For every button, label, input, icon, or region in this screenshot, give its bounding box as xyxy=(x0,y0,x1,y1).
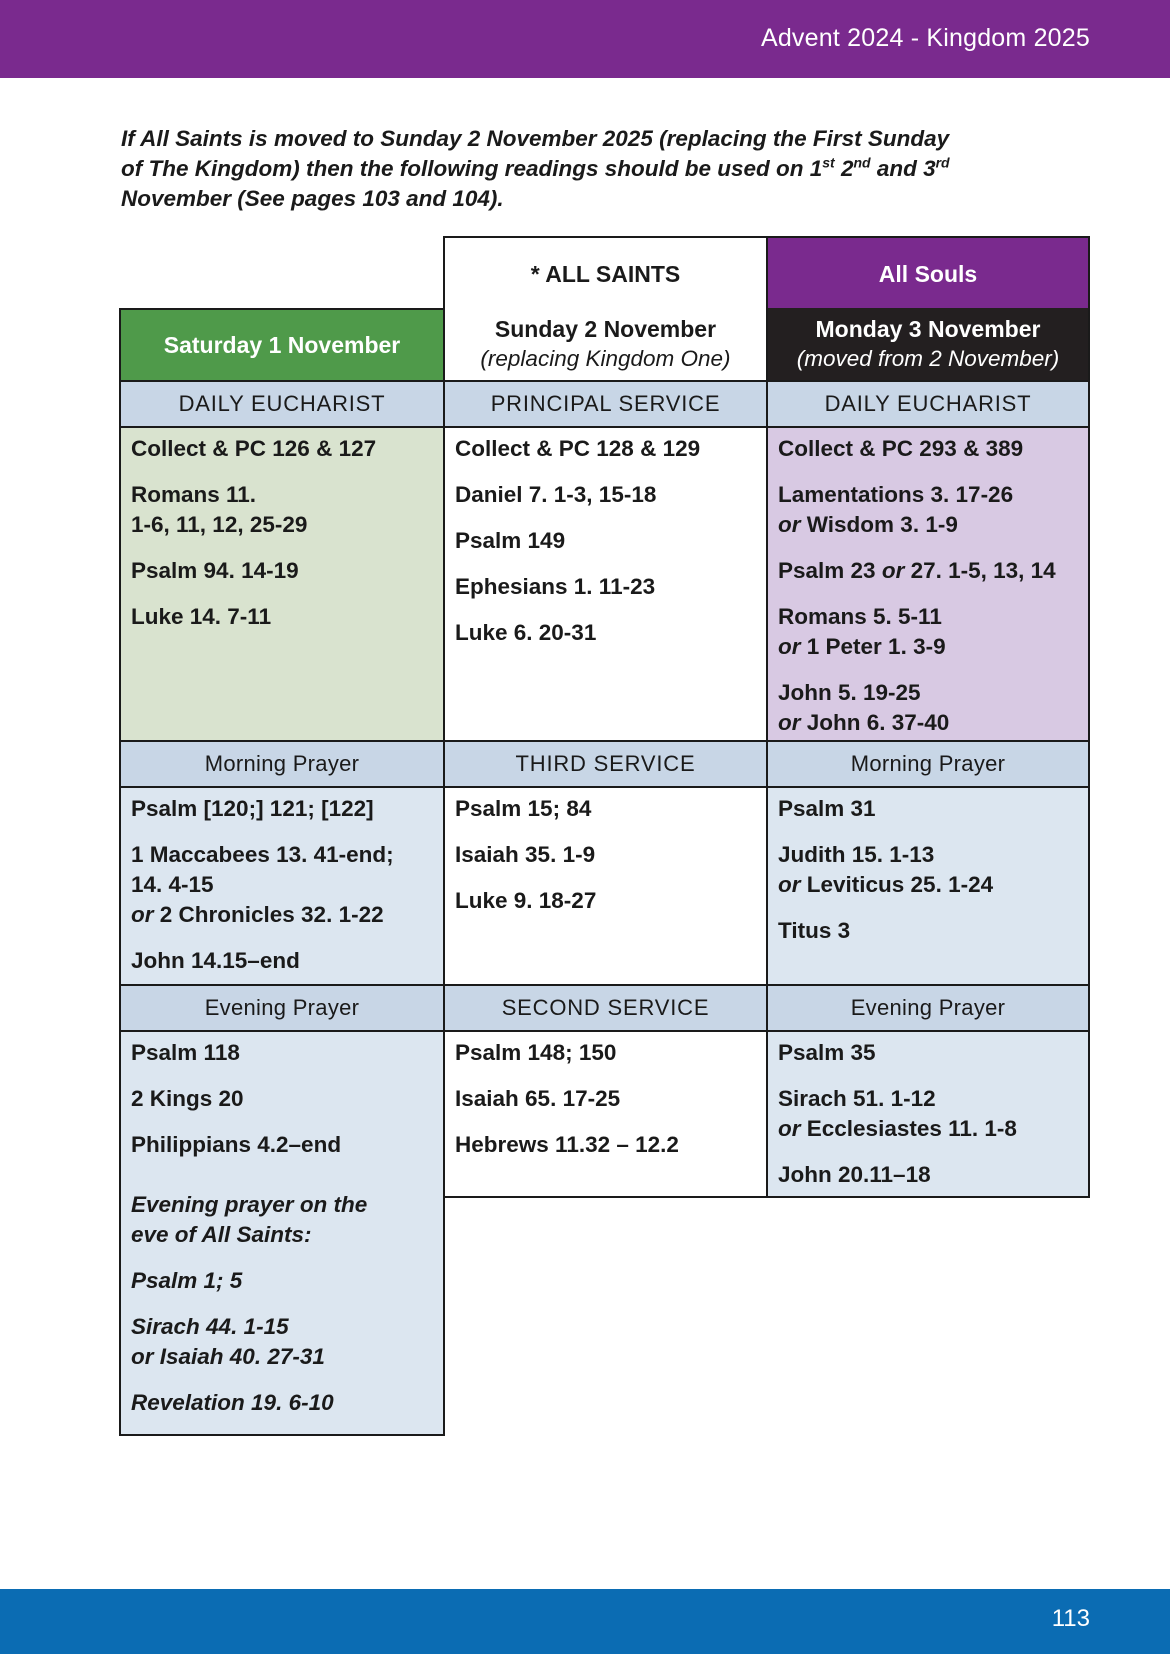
sun-third-service-readings xyxy=(443,786,768,986)
reading-line: Leviticus 25. 1-24 xyxy=(800,872,994,897)
reading-collect: Collect & PC 126 & 127 xyxy=(131,436,377,461)
sunday-date-label: Sunday 2 November xyxy=(494,316,717,342)
intro-line-2b: 2 xyxy=(834,156,854,181)
heading-text: PRINCIPAL SERVICE xyxy=(490,391,721,416)
reading-collect: Collect & PC 293 & 389 xyxy=(778,436,1024,461)
sunday-subtitle: (replacing Kingdom One) xyxy=(480,346,731,371)
reading-psalm: Psalm 149 xyxy=(455,528,566,553)
intro-line-2a: of The Kingdom) then the following readings should be used on 1 xyxy=(121,156,823,181)
reading-line: Ecclesiastes 11. 1-8 xyxy=(800,1116,1017,1141)
reading-line: Wisdom 3. 1-9 xyxy=(800,512,958,537)
reading-psalm: Psalm 148; 150 xyxy=(455,1040,617,1065)
reading-line: Judith 15. 1-13 xyxy=(778,842,935,867)
reading-line: or Isaiah 40. 27-31 xyxy=(131,1344,325,1369)
document-title: Advent 2024 - Kingdom 2025 xyxy=(760,24,1090,52)
mon-morning-heading xyxy=(766,740,1090,788)
reading-psalm xyxy=(778,556,1078,586)
mon-eucharist-heading xyxy=(766,380,1090,428)
reading-psalm: Psalm 35 xyxy=(778,1040,876,1065)
reading-old-testament xyxy=(778,480,1078,540)
eve-new-testament: Revelation 19. 6-10 xyxy=(131,1390,334,1415)
reading-old-testament xyxy=(778,840,1078,900)
reading-line: John 5. 19-25 xyxy=(778,680,921,705)
reading-line: John 6. 37-40 xyxy=(800,710,950,735)
mon-eucharist-readings xyxy=(766,426,1090,742)
sunday-column-heading xyxy=(443,308,768,382)
sun-principal-readings xyxy=(443,426,768,742)
alternative-or: or xyxy=(778,1116,801,1141)
reading-line: Lamentations 3. 17-26 xyxy=(778,482,1014,507)
reading-gospel: Luke 6. 20-31 xyxy=(455,620,597,645)
monday-subtitle: (moved from 2 November) xyxy=(796,346,1060,371)
sat-eucharist-heading xyxy=(119,380,445,428)
eve-note-line: Evening prayer on the xyxy=(131,1192,368,1217)
reading-line: 1 Peter 1. 3-9 xyxy=(800,634,946,659)
sat-evening-heading xyxy=(119,984,445,1032)
reading-gospel xyxy=(778,678,1078,738)
mon-morning-readings xyxy=(766,786,1090,986)
reading-romans xyxy=(131,480,433,540)
reading-gospel: Luke 9. 18-27 xyxy=(455,888,597,913)
reading-gospel: John 20.11–18 xyxy=(778,1162,931,1187)
sat-evening-readings xyxy=(119,1030,445,1436)
intro-line-3: November (See pages 103 and 104). xyxy=(121,186,504,211)
sat-morning-heading xyxy=(119,740,445,788)
reading-psalm: Psalm 118 xyxy=(131,1040,240,1065)
reading-old-testament: Isaiah 65. 17-25 xyxy=(455,1086,621,1111)
sun-third-service-heading xyxy=(443,740,768,788)
reading-psalm: Psalm 31 xyxy=(778,796,876,821)
sat-morning-readings xyxy=(119,786,445,986)
eve-old-testament xyxy=(131,1312,433,1372)
reading-epistle: Titus 3 xyxy=(778,918,851,943)
reading-gospel: Luke 14. 7-11 xyxy=(131,604,272,629)
reading-old-testament: Isaiah 35. 1-9 xyxy=(455,842,596,867)
reading-collect: Collect & PC 128 & 129 xyxy=(455,436,701,461)
alternative-or: or xyxy=(131,902,154,927)
reading-epistle: Philippians 4.2–end xyxy=(131,1132,342,1157)
reading-old-testament: Daniel 7. 1-3, 15-18 xyxy=(455,482,657,507)
reading-psalm: Psalm [120;] 121; [122] xyxy=(131,796,374,821)
intro-paragraph xyxy=(121,124,1061,214)
reading-old-testament xyxy=(131,840,433,930)
reading-line: Sirach 51. 1-12 xyxy=(778,1086,936,1111)
reading-line: Sirach 44. 1-15 xyxy=(131,1314,289,1339)
sun-second-service-heading xyxy=(443,984,768,1032)
feast-label-all-saints: * ALL SAINTS xyxy=(530,260,681,287)
heading-text: Evening Prayer xyxy=(204,995,360,1020)
ordinal-st: st xyxy=(822,154,835,171)
ordinal-rd: rd xyxy=(935,154,950,171)
saturday-column-heading xyxy=(119,308,445,382)
eve-psalm: Psalm 1; 5 xyxy=(131,1268,243,1293)
reading-old-testament: 2 Kings 20 xyxy=(131,1086,244,1111)
intro-line-1: If All Saints is moved to Sunday 2 November 2025 (replacing the First Sunday xyxy=(121,126,950,151)
feast-label-all-souls: All Souls xyxy=(878,260,978,287)
sun-second-service-readings xyxy=(443,1030,768,1198)
bottom-banner xyxy=(0,1589,1170,1654)
heading-text: DAILY EUCHARIST xyxy=(824,391,1032,416)
sun-principal-heading xyxy=(443,380,768,428)
monday-date-label: Monday 3 November xyxy=(815,316,1041,342)
eve-note xyxy=(131,1190,433,1250)
reading-new-testament: Hebrews 11.32 – 12.2 xyxy=(455,1132,679,1157)
reading-old-testament xyxy=(778,1084,1078,1144)
alternative-or: or xyxy=(778,710,801,735)
heading-text: THIRD SERVICE xyxy=(515,751,696,776)
mon-evening-readings xyxy=(766,1030,1090,1198)
reading-epistle xyxy=(778,602,1078,662)
reading-epistle: Ephesians 1. 11-23 xyxy=(455,574,656,599)
reading-line: 2 Chronicles 32. 1-22 xyxy=(153,902,384,927)
reading-line: Romans 11. xyxy=(131,482,257,507)
saturday-date-label: Saturday 1 November xyxy=(163,331,401,358)
top-banner xyxy=(0,0,1170,78)
reading-psalm: Psalm 15; 84 xyxy=(455,796,592,821)
reading-line: Romans 5. 5-11 xyxy=(778,604,942,629)
heading-text: SECOND SERVICE xyxy=(501,995,710,1020)
all-souls-heading xyxy=(766,236,1090,310)
heading-text: Morning Prayer xyxy=(204,751,360,776)
reading-line: Psalm 23 xyxy=(778,558,882,583)
alternative-or: or xyxy=(881,558,905,583)
reading-psalm: Psalm 94. 14-19 xyxy=(131,558,299,583)
alternative-or: or xyxy=(778,634,801,659)
reading-line: 1-6, 11, 12, 25-29 xyxy=(131,512,308,537)
sat-eucharist-readings xyxy=(119,426,445,742)
reading-line: 1 Maccabees 13. 41-end; xyxy=(131,842,394,867)
ordinal-nd: nd xyxy=(853,154,871,171)
heading-text: Evening Prayer xyxy=(850,995,1006,1020)
mon-evening-heading xyxy=(766,984,1090,1032)
alternative-or: or xyxy=(778,872,801,897)
alternative-or: or xyxy=(778,512,801,537)
heading-text: Morning Prayer xyxy=(850,751,1006,776)
all-saints-heading xyxy=(443,236,768,310)
monday-column-heading xyxy=(766,308,1090,382)
reading-line: 14. 4-15 xyxy=(131,872,214,897)
reading-line: 27. 1-5, 13, 14 xyxy=(904,558,1056,583)
heading-text: DAILY EUCHARIST xyxy=(178,391,386,416)
eve-note-line: eve of All Saints: xyxy=(131,1222,312,1247)
intro-line-2c: and 3 xyxy=(870,156,936,181)
page-number: 113 xyxy=(1051,1605,1090,1632)
reading-gospel: John 14.15–end xyxy=(131,948,300,973)
